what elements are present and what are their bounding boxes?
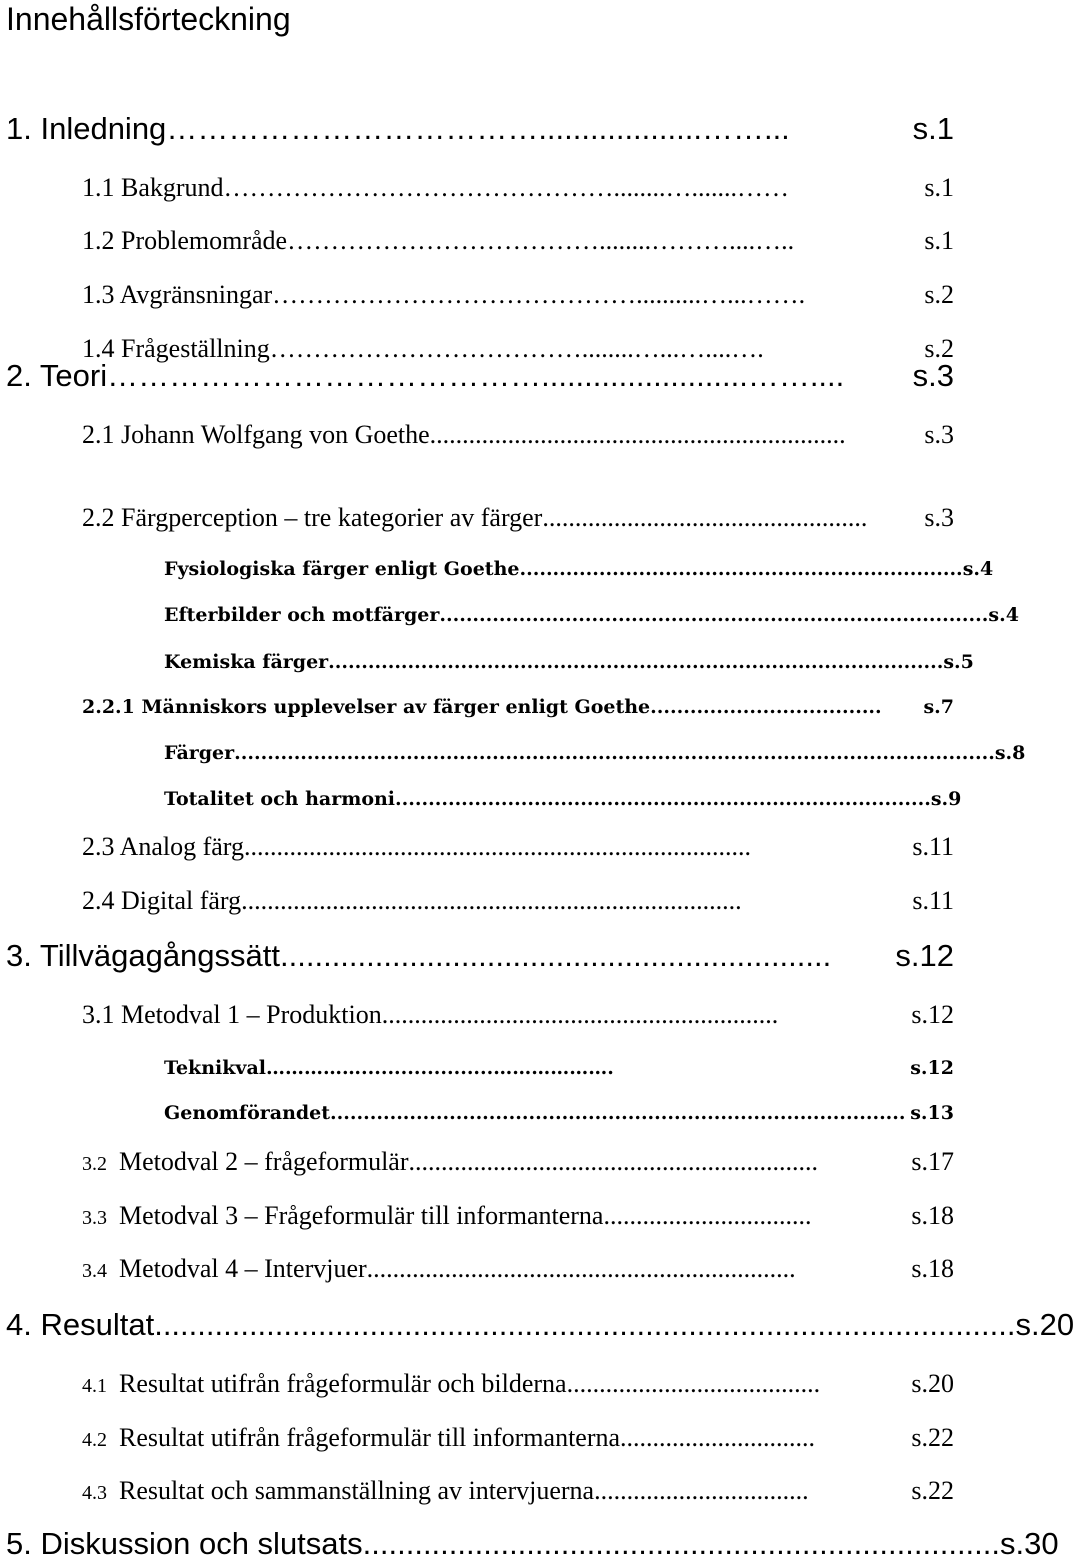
toc-leader: ................................................................................. xyxy=(395,788,931,810)
toc-label: 1.3 Avgränsningar xyxy=(82,280,273,309)
toc-leader: ................................................................... xyxy=(519,558,963,580)
toc-page: s.12 xyxy=(911,1000,954,1029)
toc-label: 2.2 Färgperception – tre kategorier av färger xyxy=(82,503,543,532)
toc-label: Resultat utifrån frågeformulär och bilderna xyxy=(119,1369,567,1398)
toc-entry-2-4[interactable] xyxy=(82,885,954,917)
toc-leader: ................................................................ xyxy=(429,420,846,449)
toc-page: s.17 xyxy=(911,1147,954,1176)
toc-page: s.1 xyxy=(924,226,954,255)
toc-leader: .............................................................................. xyxy=(244,832,751,861)
toc-label: 1.4 Frågeställning xyxy=(82,334,270,363)
page-title: Innehållsförteckning xyxy=(6,1,291,37)
toc-leader: ……………………………………..........…...……. xyxy=(272,280,806,309)
toc-leader: ................................. xyxy=(594,1476,809,1505)
toc-leader: ………………………………………........….......…… xyxy=(223,173,790,202)
toc-page: s.1 xyxy=(924,173,954,202)
toc-page: s.8 xyxy=(994,742,1026,764)
toc-number: 4.2 xyxy=(82,1429,107,1451)
toc-label: Metodval 2 – frågeformulär xyxy=(119,1147,409,1176)
toc-page: s.30 xyxy=(1000,1526,1059,1561)
toc-page: s.5 xyxy=(943,651,974,673)
toc-leader: ............................................................... xyxy=(408,1147,819,1176)
toc-label: Teknikval xyxy=(164,1057,266,1079)
toc-label: Fysiologiska färger enligt Goethe xyxy=(164,558,520,580)
toc-label: Genomförandet xyxy=(164,1102,331,1124)
toc-leader: .................................................................. xyxy=(366,1254,796,1283)
toc-leader: ....................................... xyxy=(566,1369,821,1398)
toc-label: 2. Teori xyxy=(6,358,108,393)
toc-page: s.1 xyxy=(912,111,954,146)
toc-entry-1-3[interactable] xyxy=(82,279,954,311)
toc-leader: ………………………………........………....….. xyxy=(287,226,795,255)
toc-entry-4[interactable] xyxy=(6,1307,1074,1343)
toc-page: s.13 xyxy=(910,1102,954,1124)
toc-page: s.20 xyxy=(1015,1307,1074,1342)
toc-leader: ............................................................................. xyxy=(241,886,742,915)
toc-entry-2[interactable] xyxy=(6,358,954,394)
toc-entry-5[interactable] xyxy=(6,1526,1059,1562)
toc-entry-farger[interactable] xyxy=(164,740,1026,766)
toc-leader: .................................................................................................... xyxy=(154,1307,1016,1342)
toc-label: 2.2.1 Människors upplevelser av färger enligt Goethe xyxy=(82,696,651,718)
toc-entry-2-2[interactable] xyxy=(82,502,954,534)
toc-page: s.4 xyxy=(988,604,1019,626)
toc-entry-1[interactable] xyxy=(6,111,954,147)
toc-entry-4-1[interactable] xyxy=(82,1368,954,1402)
toc-entry-teknikval[interactable] xyxy=(164,1055,954,1081)
toc-leader: ……………....................………………. xyxy=(265,1057,614,1079)
toc-entry-1-2[interactable] xyxy=(82,225,954,257)
toc-label: 3. Tillvägagångssätt xyxy=(6,938,281,973)
toc-leader: ................................ xyxy=(603,1201,812,1230)
toc-entry-efterbilder[interactable] xyxy=(164,602,1019,628)
toc-leader: ............................................................................................. xyxy=(328,651,944,673)
toc-page: s.18 xyxy=(911,1254,954,1283)
toc-leader: .............................. xyxy=(620,1423,816,1452)
toc-entry-3-2[interactable] xyxy=(82,1146,954,1180)
toc-entry-kemiska[interactable] xyxy=(164,649,974,675)
toc-page: s.12 xyxy=(910,1057,954,1079)
toc-label: Färger xyxy=(164,742,235,764)
toc-entry-totalitet[interactable] xyxy=(164,786,962,812)
toc-number: 3.3 xyxy=(82,1207,107,1229)
toc-leader: ................................................................................... xyxy=(439,604,989,626)
toc-label: 1.1 Bakgrund xyxy=(82,173,224,202)
toc-entry-3[interactable] xyxy=(6,938,954,974)
toc-entry-4-2[interactable] xyxy=(82,1422,954,1456)
toc-label: Efterbilder och motfärger xyxy=(164,604,440,626)
toc-page: s.9 xyxy=(930,788,962,810)
toc-page: s.2 xyxy=(924,334,954,363)
toc-label: 1.2 Problemområde xyxy=(82,226,288,255)
toc-page: s.22 xyxy=(911,1423,954,1452)
toc-label: 2.1 Johann Wolfgang von Goethe xyxy=(82,420,430,449)
toc-leader: .................................................. xyxy=(542,503,868,532)
toc-leader: ....................................................................................... xyxy=(330,1102,906,1124)
toc-entry-fysiologiska[interactable] xyxy=(164,556,994,582)
toc-label: Metodval 3 – Frågeformulär till informanterna xyxy=(119,1201,604,1230)
toc-leader: ................................... xyxy=(650,696,882,718)
toc-label: 2.4 Digital färg xyxy=(82,886,242,915)
toc-page: s.3 xyxy=(924,420,954,449)
toc-entry-genomforandet[interactable] xyxy=(164,1100,954,1126)
toc-leader: ……………………………………........................…….... xyxy=(107,358,845,393)
toc-page: s.3 xyxy=(924,503,954,532)
toc-leader: ………………………………........…...…....…. xyxy=(269,334,764,363)
toc-number: 4.3 xyxy=(82,1482,107,1504)
toc-entry-4-3[interactable] xyxy=(82,1475,954,1509)
toc-entry-2-1[interactable] xyxy=(82,419,954,451)
toc-label: 3.1 Metodval 1 – Produktion xyxy=(82,1000,382,1029)
toc-entry-1-1[interactable] xyxy=(82,172,954,204)
toc-label: Resultat utifrån frågeformulär till informanterna xyxy=(119,1423,621,1452)
toc-page: s.18 xyxy=(911,1201,954,1230)
toc-entry-3-1[interactable] xyxy=(82,999,954,1031)
toc-label: Kemiska färger xyxy=(164,651,329,673)
toc-label: Totalitet och harmoni xyxy=(164,788,396,810)
toc-number: 3.2 xyxy=(82,1153,107,1175)
toc-page: s.4 xyxy=(962,558,994,580)
toc-label: 5. Diskussion och slutsats xyxy=(6,1526,363,1561)
toc-entry-3-3[interactable] xyxy=(82,1200,954,1234)
toc-label: Resultat och sammanställning av intervjuerna xyxy=(119,1476,595,1505)
toc-page: s.3 xyxy=(912,358,954,393)
toc-entry-2-3[interactable] xyxy=(82,831,954,863)
toc-label: 2.3 Analog färg xyxy=(82,832,244,861)
toc-page: s.2 xyxy=(924,280,954,309)
toc-entry-3-4[interactable] xyxy=(82,1253,954,1287)
toc-entry-2-2-1[interactable] xyxy=(82,694,954,720)
toc-page: s.20 xyxy=(911,1369,954,1398)
toc-label: 4. Resultat xyxy=(6,1307,155,1342)
toc-leader: ................................................................ xyxy=(280,938,832,973)
toc-label: 1. Inledning xyxy=(6,111,167,146)
toc-leader: ............................................................. xyxy=(381,1000,779,1029)
toc-number: 4.1 xyxy=(82,1375,107,1397)
toc-page: s.11 xyxy=(912,832,954,861)
toc-page: s.11 xyxy=(912,886,954,915)
toc-page: s.22 xyxy=(911,1476,954,1505)
toc-page: s.7 xyxy=(923,696,954,718)
toc-leader: .......................................................................... xyxy=(362,1526,1001,1561)
toc-leader: ………………………………...................……... xyxy=(166,111,790,146)
toc-label: Metodval 4 – Intervjuer xyxy=(119,1254,367,1283)
toc-number: 3.4 xyxy=(82,1260,107,1282)
toc-leader: ................................................................................................................... xyxy=(234,742,995,764)
toc-page: s.12 xyxy=(895,938,954,973)
